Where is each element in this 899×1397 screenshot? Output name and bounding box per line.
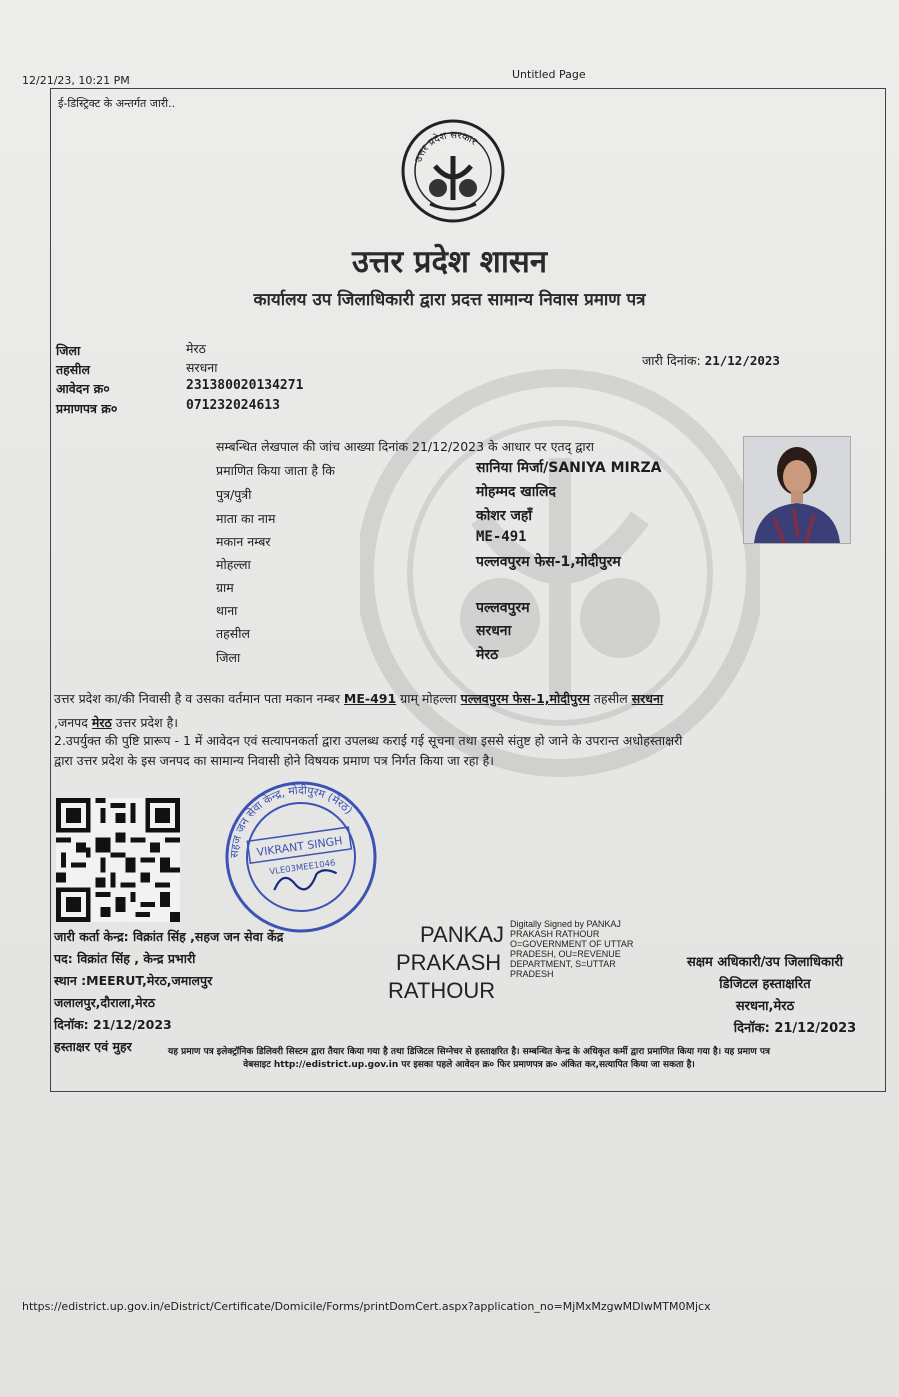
signer-name-line1: PANKAJ [420,922,504,947]
dsig-line-1: Digitally Signed by PANKAJ [510,919,621,929]
residence-paragraph-line1 [54,690,880,707]
para1-text-d: ,जनपद [54,715,88,730]
qr-code [56,798,180,922]
field-value-mother: कोशर जहाँ [476,508,532,524]
meta-value-application-no: 231380020134271 [186,378,304,393]
issued-under-note: ई-डिस्ट्रिक्ट के अन्तर्गत जारी.. [58,97,176,110]
dsig-line-4: PRADESH, OU=REVENUE [510,949,621,959]
meta-label-district: जिला [56,343,81,358]
para1-house: ME-491 [343,691,397,706]
para1-tehsil: सरधना [631,691,664,706]
field-value-police-station: पल्लवपुरम [476,600,530,616]
para1-district: मेरठ [91,715,112,730]
print-datetime: 12/21/23, 10:21 PM [22,74,130,87]
issuing-center: जारी कर्ता केन्द्र: विक्रांत सिंह ,सहज जन सेवा केंद्र [54,929,284,944]
field-label-mother: माता का नाम [216,511,276,526]
residence-paragraph-line2 [54,714,880,731]
issue-date-value: 21/12/2023 [704,353,780,368]
meta-value-tehsil: सरधना [186,360,218,375]
meta-value-district: मेरठ [186,341,206,356]
seal-ring-text: सहज जन सेवा केन्द्र, मोदीपुरम (मेरठ) [227,783,356,859]
field-label-district: जिला [216,650,241,665]
field-value-house-no: ME-491 [476,529,527,545]
meta-label-application-no: आवेदन क्र० [56,381,110,396]
field-label-locality: मोहल्ला [216,557,251,572]
page-subtitle: कार्यालय उप जिलाधिकारी द्वारा प्रदत्त सामान्य निवास प्रमाण पत्र [253,290,646,310]
confirmation-paragraph-line2: द्वारा उत्तर प्रदेश के इस जनपद का सामान्य निवासी होने विषयक प्रमाण पत्र निर्गत किया जा रहा है। [54,753,495,768]
signer-name-line3: RATHOUR [388,978,496,1003]
confirmation-paragraph-line1: 2.उपर्युक्त की पुष्टि प्रारूप - 1 में आवेदन एवं सत्यापनकर्ता द्वारा उपलब्ध कराई गई सूचना तथा इससे संतुष्ट हो जाने के उपरान्त अधोहस्ताक्षरी [54,733,683,748]
field-value-parent: मोहम्मद खालिद [476,484,556,500]
page-title: उत्तर प्रदेश शासन [351,244,548,280]
issuing-place: स्थान :MEERUT,मेरठ,जमालपुर [54,973,213,988]
verification-note-line2: वेबसाइट http://edistrict.up.gov.in पर इसका पहले आवेदन क्र० फिर प्रमाणपत्र क्र० अंकित कर,सत्यापित किया जा सकता है। [243,1060,695,1070]
para1-text-e: उत्तर प्रदेश है। [115,715,178,730]
authority-digitally-signed: डिजिटल हस्ताक्षरित [719,977,811,992]
signature-and-seal-label: हस्ताक्षर एवं मुहर [54,1039,132,1054]
meta-label-certificate-no: प्रमाणपत्र क्र० [56,401,118,416]
authority-designation: सक्षम अधिकारी/उप जिलाधिकारी [686,955,844,970]
intro-line: सम्बन्धित लेखपाल की जांच आख्या दिनांक 21/12/2023 के आधार पर एतद् द्वारा [216,439,595,454]
print-page-title: Untitled Page [512,68,586,81]
field-value-locality: पल्लवपुरम फेस-1,मोदीपुरम [476,554,621,570]
svg-text:उत्तर प्रदेश सरकार [413,130,479,164]
field-label-parent: पुत्र/पुत्री [216,487,252,502]
up-government-emblem [400,118,506,224]
meta-value-certificate-no: 071232024613 [186,398,280,413]
field-value-district: मेरठ [476,647,499,663]
authority-date: दिनॉक: 21/12/2023 [733,1021,857,1036]
field-label-village: ग्राम [216,580,234,595]
digital-signature-details [510,919,633,979]
issuing-date: दिनॉक: 21/12/2023 [54,1017,172,1032]
dsig-line-2: PRAKASH RATHOUR [510,929,600,939]
authority-location: सरधना,मेरठ [735,999,795,1014]
para1-text-c: तहसील [593,691,628,706]
para1-text-a: उत्तर प्रदेश का/की निवासी है व उसका वर्तमान पता मकान नम्बर [54,691,340,706]
field-label-tehsil: तहसील [216,626,250,641]
dsig-line-3: O=GOVERNMENT OF UTTAR [510,939,634,949]
field-value-name: सानिया मिर्जा/SANIYA MIRZA [476,460,662,476]
meta-label-tehsil: तहसील [56,362,90,377]
seal-code: VLE03MEE1046 [268,858,337,878]
issue-date-label: जारी दिनांक: [642,353,701,368]
field-value-tehsil: सरधना [476,623,512,639]
csc-rubber-stamp [222,778,380,936]
dsig-line-6: PRADESH [510,969,554,979]
para1-locality: पल्लवपुरम फेस-1,मोदीपुरम [460,691,590,706]
issuing-post: पद: विक्रांत सिंह , केन्द्र प्रभारी [54,951,196,966]
signer-name-line2: PRAKASH [396,950,502,975]
applicant-photo [743,436,851,544]
seal-name: VIKRANT SINGH [255,834,344,860]
issue-date [642,352,780,369]
para1-text-b: ग्राम् मोहल्ला [400,691,457,706]
dsig-line-5: DEPARTMENT, S=UTTAR [510,959,616,969]
verification-note [56,1046,882,1072]
verification-note-line1: यह प्रमाण पत्र इलेक्ट्रॉनिक डिलिवरी सिस्टम द्वारा तैयार किया गया है तथा डिजिटल सिग्नेचर से हस्ताक्षरित है। सम्बन्धित केन्द्र के अधिकृत कर्मी द्वारा प्रमाणित किया गया है। यह प्रमाण पत्र [167,1047,771,1057]
applicant-photo-image [744,437,850,543]
print-url: https://edistrict.up.gov.in/eDistrict/Certificate/Domicile/Forms/printDomCert.aspx?application_no=MjMxMzgwMDIwMTM0Mjcx [22,1300,711,1313]
field-label-police-station: थाना [216,603,238,618]
field-label-certified: प्रमाणित किया जाता है कि [216,463,335,478]
field-label-house-no: मकान नम्बर [216,534,271,549]
emblem-text: उत्तर प्रदेश सरकार [413,129,479,164]
issuing-place-2: जलालपुर,दौराला,मेरठ [54,995,155,1010]
